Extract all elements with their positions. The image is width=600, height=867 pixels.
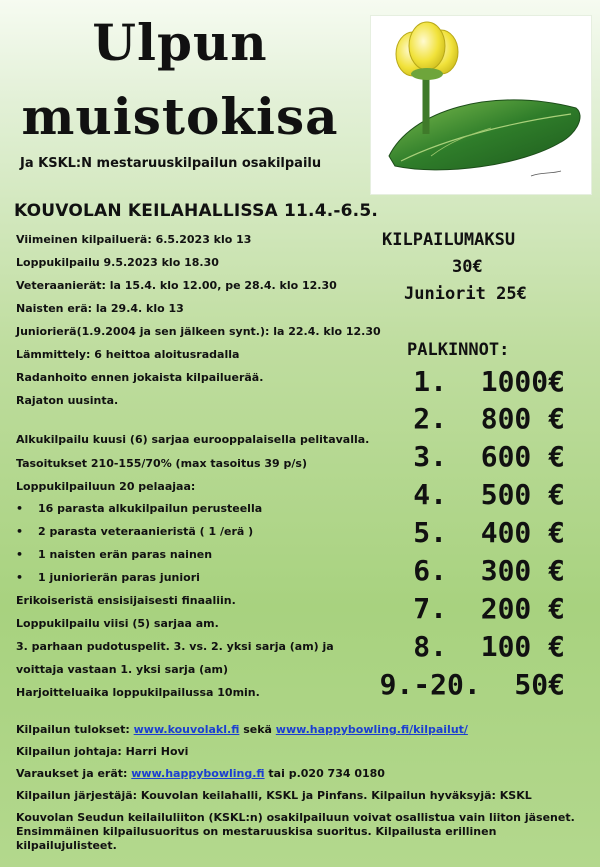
fee-label: KILPAILUMAKSU (382, 230, 516, 250)
schedule-line: Naisten erä: la 29.4. klo 13 (16, 302, 184, 315)
prizes-heading: PALKINNOT: (407, 340, 510, 360)
director-line: Kilpailun johtaja: Harri Hovi (16, 745, 189, 758)
prize-row: 9.-20. 50€ (379, 668, 565, 701)
results-and: sekä (243, 723, 272, 736)
schedule-line: Juniorierä(1.9.2004 ja sen jälkeen synt.): la 22.4. klo 12.30 (16, 325, 381, 338)
list-item-text: 1 naisten erän paras nainen (38, 548, 213, 561)
bullet-icon: • (16, 502, 24, 515)
membership-note: Kouvolan Seudun keilailuliiton (KSKL:n) osakilpailuun voivat osallistua vain liiton jäsenet. Ensimmäinen kilpailusuoritus on mestaruuskisa suoritus. Kilpailusta erillinen kilpailujulisteet. (16, 811, 575, 852)
fee-adult: 30€ (452, 257, 483, 277)
list-item-text: 16 parasta alkukilpailun perusteella (38, 502, 263, 515)
title-line-2: muistokisa (21, 87, 339, 146)
bullet-icon: • (16, 525, 24, 538)
schedule-line: Viimeinen kilpailuerä: 6.5.2023 klo 13 (16, 233, 252, 246)
rules-line: Loppukilpailuun 20 pelaajaa: (16, 480, 196, 493)
list-item (16, 571, 200, 584)
list-item (16, 525, 253, 538)
schedule-line: Lämmittely: 6 heittoa aloitusradalla (16, 348, 240, 361)
list-item (16, 502, 262, 515)
results-link-kouvolakl[interactable]: www.kouvolakl.fi (133, 723, 240, 736)
list-item (16, 548, 212, 561)
schedule-line: Radanhoito ennen jokaista kilpailuerää. (16, 371, 264, 384)
water-lily-image (370, 15, 592, 195)
list-item-text: 2 parasta veteraanieristä ( 1 /erä ) (38, 525, 254, 538)
list-item-text: 1 juniorierän paras juniori (38, 571, 200, 584)
fee-junior: Juniorit 25€ (404, 284, 527, 304)
prize-row: 3. 600 € (413, 440, 565, 473)
venue-heading: KOUVOLAN KEILAHALLISSA 11.4.-6.5. (14, 201, 379, 221)
bullet-icon: • (16, 548, 24, 561)
booking-label: Varaukset ja erät: (16, 767, 128, 780)
rules-line: Alkukilpailu kuusi (6) sarjaa eurooppalaisella pelitavalla. (16, 433, 370, 446)
rules-line: Erikoiseristä ensisijaisesti finaaliin. (16, 594, 236, 607)
results-label: Kilpailun tulokset: (16, 723, 130, 736)
results-line (16, 723, 468, 736)
rules-line: 3. parhaan pudotuspelit. 3. vs. 2. yksi sarja (am) ja (16, 640, 334, 653)
bullet-icon: • (16, 571, 24, 584)
booking-line (16, 767, 385, 780)
rules-line: voittaja vastaan 1. yksi sarja (am) (16, 663, 229, 676)
subtitle: Ja KSKL:N mestaruuskilpailun osakilpailu (20, 156, 322, 171)
title-line-1: Ulpun (92, 13, 268, 72)
prize-row: 2. 800 € (413, 402, 565, 435)
schedule-line: Loppukilpailu 9.5.2023 klo 18.30 (16, 256, 219, 269)
prize-row: 6. 300 € (413, 554, 565, 587)
water-lily-icon (371, 16, 591, 194)
results-link-happybowling[interactable]: www.happybowling.fi/kilpailut/ (275, 723, 468, 736)
prize-row: 8. 100 € (413, 630, 565, 663)
booking-link[interactable]: www.happybowling.fi (131, 767, 265, 780)
schedule-line: Veteraanierät: la 15.4. klo 12.00, pe 28.4. klo 12.30 (16, 279, 337, 292)
schedule-line: Rajaton uusinta. (16, 394, 119, 407)
rules-line: Loppukilpailu viisi (5) sarjaa am. (16, 617, 219, 630)
booking-phone: tai p.020 734 0180 (268, 767, 385, 780)
rules-line: Tasoitukset 210-155/70% (max tasoitus 39 p/s) (16, 457, 308, 470)
prize-row: 7. 200 € (413, 592, 565, 625)
prize-row: 5. 400 € (413, 516, 565, 549)
prize-row: 4. 500 € (413, 478, 565, 511)
prize-row: 1. 1000€ (413, 365, 565, 398)
organizer-line: Kilpailun järjestäjä: Kouvolan keilahalli, KSKL ja Pinfans. Kilpailun hyväksyjä: KSKL (16, 789, 532, 802)
rules-line: Harjoitteluaika loppukilpailussa 10min. (16, 686, 260, 699)
